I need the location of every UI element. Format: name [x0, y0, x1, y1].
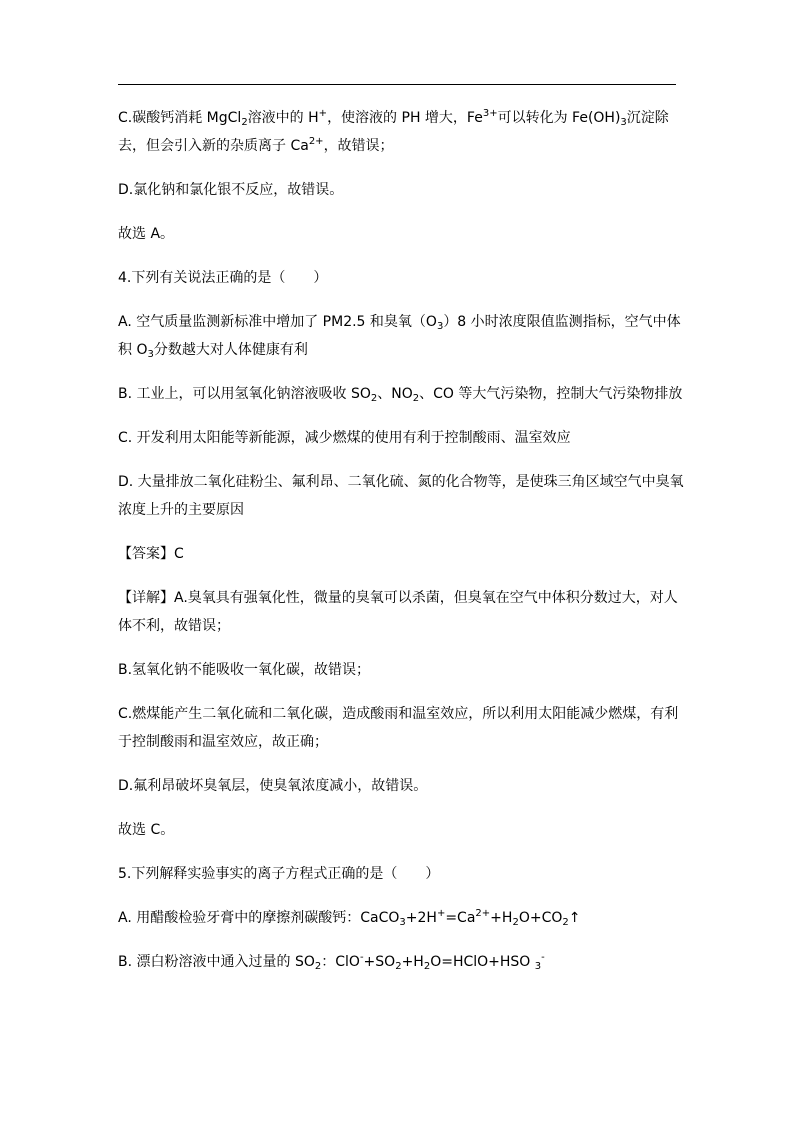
question-4-stem: 4.下列有关说法正确的是（ ） — [118, 270, 328, 286]
question-4-detail-c: C.燃煤能产生二氧化硫和二氧化碳，造成酸雨和温室效应，所以利用太阳能减少燃煤，有利于控制酸雨和温室效应，故正确； — [118, 706, 679, 750]
question-5-option-a: A. 用醋酸检验牙膏中的摩擦剂碳酸钙：$CaCO_3+2H^+=Ca^{2+}+H_2O+CO_2↑$ — [118, 908, 581, 928]
header-rule — [118, 84, 676, 85]
question-4-option-a: A. 空气质量监测新标准中增加了 PM2.5 和臭氧$(O_3)8$ 小时浓度限值监测指标，空气中体积 $O_3$分数越大对人体健康有利 — [118, 314, 681, 360]
question-4-detail-a: 【详解】A.臭氧具有强氧化性，微量的臭氧可以杀菌，但臭氧在空气中体积分数过大，对人体不利，故错误； — [118, 590, 678, 634]
question-4-answer: 【答案】C — [118, 546, 184, 562]
question-4-detail-b: B.氢氧化钠不能吸收一氧化碳，故错误； — [118, 662, 371, 678]
question-4-detail-d: D.氟利昂破坏臭氧层，使臭氧浓度减小，故错误。 — [118, 778, 428, 794]
question-4-option-b: B. 工业上，可以用氢氧化钠溶液吸收 $SO_2$、$NO_2$、CO 等大气污染物，控制大气污染物排放 — [118, 386, 683, 404]
answer-choice-line: 故选 A。 — [118, 226, 175, 242]
question-5-stem: 5.下列解释实验事实的离子方程式正确的是（ ） — [118, 866, 440, 882]
question-4-conclusion: 故选 C。 — [118, 822, 175, 838]
question-5-option-b: B. 漂白粉溶液中通入过量的 $SO_2$：$ClO^-+SO_2+H_2O=HClO+HSO$ $_3$- — [118, 952, 545, 972]
explanation-c-line: C.碳酸钙消耗 MgCl$_2$溶液中的 H+，使溶液的 PH 增大，$Fe^{3+}$可以转化为 $Fe(OH)_3$沉淀除去，但会引入新的杂质离子 $Ca^{2+}$，故错误； — [118, 108, 669, 154]
question-4-option-c: C. 开发利用太阳能等新能源，减少燃煤的使用有利于控制酸雨、温室效应 — [118, 430, 571, 446]
explanation-d-line: D.氯化钠和氯化银不反应，故错误。 — [118, 182, 344, 198]
document-body — [118, 104, 684, 992]
question-4-option-d: D. 大量排放二氧化硅粉尘、氟利昂、二氧化硫、氮的化合物等，是使珠三角区域空气中臭氧浓度上升的主要原因 — [118, 474, 684, 518]
